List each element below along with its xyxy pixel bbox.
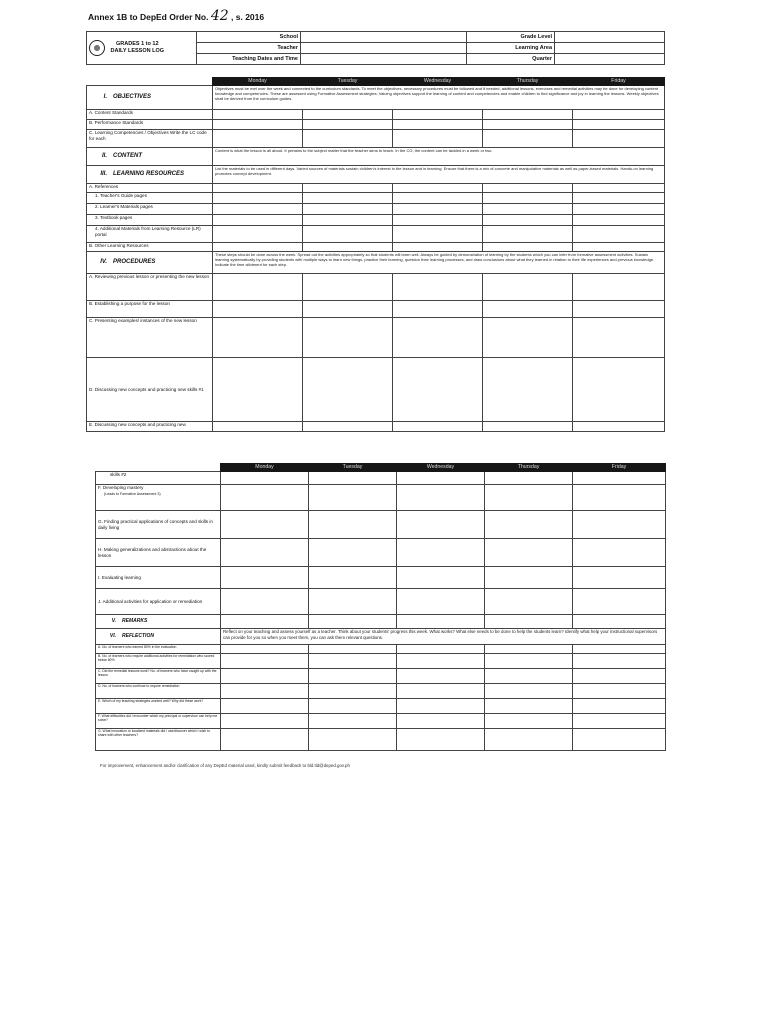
- cell[interactable]: [221, 654, 309, 669]
- row-label: 1. Teacher's Guide pages: [87, 193, 213, 204]
- cell[interactable]: [303, 215, 393, 226]
- cell[interactable]: [573, 204, 665, 215]
- cell[interactable]: [221, 485, 309, 511]
- procedures-heading: IV. PROCEDURES: [87, 252, 213, 274]
- cell[interactable]: [393, 318, 483, 358]
- header-title-line1: GRADES 1 to 12: [116, 41, 159, 48]
- cell[interactable]: [573, 226, 665, 243]
- cell[interactable]: [397, 567, 485, 589]
- row-label: G. What innovation or localized materials did I use/discover which I wish to share with other teachers?: [96, 729, 221, 751]
- cell[interactable]: [309, 472, 397, 485]
- cell[interactable]: [309, 567, 397, 589]
- cell[interactable]: [303, 318, 393, 358]
- cell[interactable]: [393, 120, 483, 130]
- dates-label: Teaching Dates and Time: [197, 54, 301, 65]
- cell[interactable]: [393, 204, 483, 215]
- cell[interactable]: [483, 358, 573, 422]
- cell[interactable]: [397, 485, 485, 511]
- day-monday: Monday: [221, 464, 309, 472]
- cell[interactable]: [303, 130, 393, 148]
- learning-area-label: Learning Area: [467, 43, 555, 54]
- cell[interactable]: [573, 714, 666, 729]
- cell[interactable]: [483, 204, 573, 215]
- cell[interactable]: [397, 589, 485, 615]
- objectives-heading: I. OBJECTIVES: [87, 86, 213, 110]
- cell[interactable]: [393, 184, 483, 193]
- teacher-field[interactable]: [301, 43, 467, 54]
- annex-line: [88, 8, 264, 24]
- cell[interactable]: [309, 669, 397, 684]
- cell[interactable]: [213, 243, 303, 252]
- row-label: D. No. of learners who continue to require remediation: [96, 684, 221, 699]
- cell[interactable]: [213, 422, 303, 432]
- row-label: E. Discussing new concepts and practicing new: [87, 422, 213, 432]
- row-label: B. Other Learning Resources: [87, 243, 213, 252]
- cell[interactable]: [309, 589, 397, 615]
- cell[interactable]: [397, 714, 485, 729]
- cell[interactable]: [573, 274, 665, 301]
- school-label: School: [197, 32, 301, 43]
- lesson-log-table-part1: [86, 77, 665, 432]
- cell[interactable]: [573, 654, 666, 669]
- cell[interactable]: [221, 511, 309, 539]
- cell[interactable]: [485, 485, 573, 511]
- cell[interactable]: [303, 422, 393, 432]
- cell[interactable]: [483, 193, 573, 204]
- cell[interactable]: [309, 729, 397, 751]
- cell[interactable]: [393, 226, 483, 243]
- cell[interactable]: [303, 358, 393, 422]
- day-wednesday: Wednesday: [393, 78, 483, 86]
- day-tuesday: Tuesday: [309, 464, 397, 472]
- cell[interactable]: [483, 110, 573, 120]
- content-heading: II. CONTENT: [87, 148, 213, 166]
- cell[interactable]: [573, 215, 665, 226]
- cell[interactable]: [573, 184, 665, 193]
- cell[interactable]: [303, 243, 393, 252]
- cell[interactable]: [573, 567, 666, 589]
- cell[interactable]: [485, 729, 573, 751]
- row-label: B. Performance Standards: [87, 120, 213, 130]
- cell[interactable]: [573, 422, 665, 432]
- teacher-label: Teacher: [197, 43, 301, 54]
- row-label: B. No. of learners who require additional activities for remediation who scored below 80%: [96, 654, 221, 669]
- row-label: G. Finding practical applications of concepts and skills in daily living: [96, 511, 221, 539]
- cell[interactable]: [483, 215, 573, 226]
- cell[interactable]: [309, 615, 397, 629]
- cell[interactable]: [483, 422, 573, 432]
- cell[interactable]: [393, 358, 483, 422]
- cell[interactable]: [213, 215, 303, 226]
- cell[interactable]: [485, 714, 573, 729]
- deped-seal-icon: [89, 40, 105, 56]
- procedures-note: These steps should be done across the week. Spread out the activities appropriately so that students will learn well. Always be guided by demonstration of learning by the students which you can infer from formative assessment activities. Sustain learning systematically by providing students with multiple ways to learn new things, practice their learning, question their learning processes, and draw conclusions about what they learned in relation to their life experiences and previous knowledge. Indicate the time allotment for each step.: [213, 252, 665, 274]
- row-label: C. Learning Competencies / Objectives Write the LC code for each: [87, 130, 213, 148]
- row-label: 2. Learner's Materials pages: [87, 204, 213, 215]
- header-title-line2: DAILY LESSON LOG: [110, 48, 165, 54]
- cell[interactable]: [309, 699, 397, 714]
- cell[interactable]: [485, 539, 573, 567]
- cell[interactable]: [397, 615, 485, 629]
- row-label: E. Which of my teaching strategies worked well? Why did these work?: [96, 699, 221, 714]
- cell[interactable]: [573, 130, 665, 148]
- header-title-cell: [87, 32, 197, 65]
- cell[interactable]: [573, 645, 666, 654]
- cell[interactable]: [303, 274, 393, 301]
- row-label-mastery: F. Developing mastery (Leads to Formative Assessment 3): [96, 485, 221, 511]
- cell[interactable]: [485, 645, 573, 654]
- cell[interactable]: [573, 699, 666, 714]
- cell[interactable]: [485, 472, 573, 485]
- cell[interactable]: [221, 472, 309, 485]
- resources-note: List the materials to be used in different days. Varied sources of materials sustain children's interest in the lesson and in learning. Ensure that there is a mix of concrete and manipulative materials as well as paper-based materials. Hands-on learning promotes concept development.: [213, 166, 665, 184]
- cell[interactable]: [221, 729, 309, 751]
- cell[interactable]: [393, 301, 483, 318]
- cell[interactable]: [221, 669, 309, 684]
- cell[interactable]: [485, 589, 573, 615]
- cell[interactable]: [213, 184, 303, 193]
- cell[interactable]: [397, 684, 485, 699]
- row-label: C. Did the remedial lessons work? No. of learners who have caught up with the lesson: [96, 669, 221, 684]
- row-label: A. Content Standards: [87, 110, 213, 120]
- cell[interactable]: [573, 539, 666, 567]
- cell[interactable]: [303, 204, 393, 215]
- day-friday: Friday: [573, 464, 666, 472]
- cell[interactable]: [573, 684, 666, 699]
- cell[interactable]: [393, 422, 483, 432]
- row-label: H. Making generalizations and abstractions about the lesson: [96, 539, 221, 567]
- cell[interactable]: [573, 358, 665, 422]
- day-wednesday: Wednesday: [397, 464, 485, 472]
- row-label: I. Evaluating learning: [96, 567, 221, 589]
- cell[interactable]: [573, 193, 665, 204]
- day-thursday: Thursday: [483, 78, 573, 86]
- cell[interactable]: [397, 729, 485, 751]
- cell[interactable]: [393, 130, 483, 148]
- annex-suffix: , s. 2016: [231, 12, 265, 22]
- cell[interactable]: [309, 684, 397, 699]
- cell[interactable]: [483, 184, 573, 193]
- cell[interactable]: [309, 511, 397, 539]
- school-field[interactable]: [301, 32, 467, 43]
- row-label: skills #2: [96, 472, 221, 485]
- cell[interactable]: [213, 110, 303, 120]
- cell[interactable]: [221, 684, 309, 699]
- row-label: B. Establishing a purpose for the lesson: [87, 301, 213, 318]
- cell[interactable]: [397, 699, 485, 714]
- cell[interactable]: [573, 472, 666, 485]
- cell[interactable]: [485, 699, 573, 714]
- cell[interactable]: [397, 472, 485, 485]
- cell[interactable]: [221, 615, 309, 629]
- cell[interactable]: [303, 301, 393, 318]
- row-label: 4. Additional Materials from Learning Resource (LR) portal: [87, 226, 213, 243]
- content-note: Content is what the lesson is all about. It pertains to the subject matter that the teacher aims to teach. In the CG, the content can be tackled in a week or two.: [213, 148, 665, 166]
- cell[interactable]: [213, 301, 303, 318]
- cell[interactable]: [573, 110, 665, 120]
- cell[interactable]: [393, 110, 483, 120]
- cell[interactable]: [221, 567, 309, 589]
- remarks-heading: V. REMARKS: [96, 615, 221, 629]
- cell[interactable]: [221, 714, 309, 729]
- cell[interactable]: [573, 301, 665, 318]
- cell[interactable]: [483, 301, 573, 318]
- row-label: D. Discussing new concepts and practicing new skills #1: [87, 358, 213, 422]
- cell[interactable]: [221, 645, 309, 654]
- quarter-field[interactable]: [555, 54, 665, 65]
- cell[interactable]: [303, 110, 393, 120]
- cell[interactable]: [483, 120, 573, 130]
- cell[interactable]: [485, 669, 573, 684]
- day-tuesday: Tuesday: [303, 78, 393, 86]
- days-header-row: [87, 78, 665, 86]
- cell[interactable]: [213, 358, 303, 422]
- cell[interactable]: [573, 589, 666, 615]
- row-label: F. What difficulties did I encounter which my principal or supervisor can help me solve?: [96, 714, 221, 729]
- cell[interactable]: [485, 654, 573, 669]
- cell[interactable]: [485, 615, 573, 629]
- cell[interactable]: [303, 226, 393, 243]
- cell[interactable]: [309, 539, 397, 567]
- cell[interactable]: [221, 539, 309, 567]
- cell[interactable]: [221, 589, 309, 615]
- learning-area-field[interactable]: [555, 43, 665, 54]
- grade-level-label: Grade Level: [467, 32, 555, 43]
- cell[interactable]: [393, 243, 483, 252]
- resources-heading: III. LEARNING RESOURCES: [87, 166, 213, 184]
- cell[interactable]: [397, 539, 485, 567]
- reflection-heading: VI. REFLECTION: [96, 629, 221, 645]
- cell[interactable]: [309, 645, 397, 654]
- cell[interactable]: [483, 226, 573, 243]
- dates-field[interactable]: [301, 54, 467, 65]
- cell[interactable]: [213, 130, 303, 148]
- cell[interactable]: [573, 729, 666, 751]
- cell[interactable]: [213, 120, 303, 130]
- row-label: A. References: [87, 184, 213, 193]
- cell[interactable]: [573, 669, 666, 684]
- order-number: 42: [210, 8, 229, 24]
- cell[interactable]: [303, 184, 393, 193]
- feedback-footer: For improvement, enhancement and/or clarification of any DepEd material used, kindly submit feedback to bld.tld@deped.gov.ph: [100, 763, 350, 768]
- cell[interactable]: [485, 684, 573, 699]
- day-monday: Monday: [213, 78, 303, 86]
- grade-level-field[interactable]: [555, 32, 665, 43]
- quarter-label: Quarter: [467, 54, 555, 65]
- cell[interactable]: [221, 699, 309, 714]
- cell[interactable]: [573, 120, 665, 130]
- cell[interactable]: [397, 654, 485, 669]
- cell[interactable]: [303, 193, 393, 204]
- row-label: A. Reviewing previous lesson or presenting the new lesson: [87, 274, 213, 301]
- cell[interactable]: [397, 669, 485, 684]
- cell[interactable]: [573, 485, 666, 511]
- cell[interactable]: [483, 243, 573, 252]
- day-friday: Friday: [573, 78, 665, 86]
- cell[interactable]: [213, 193, 303, 204]
- annex-prefix: Annex 1B to DepEd Order No.: [88, 12, 209, 22]
- cell[interactable]: [573, 511, 666, 539]
- cell[interactable]: [393, 215, 483, 226]
- cell[interactable]: [573, 615, 666, 629]
- row-label: C. Presenting examples/ instances of the new lesson: [87, 318, 213, 358]
- row-label: A. No. of learners who earned 80% in the evaluation: [96, 645, 221, 654]
- reflection-note: Reflect on your teaching and assess yourself as a teacher. Think about your students' progress this week. What works? What else needs to be done to help the students learn? Identify what help your instructional supervisors can provide for you so when you meet them, you can ask them relevant questions.: [221, 629, 666, 645]
- cell[interactable]: [213, 204, 303, 215]
- cell[interactable]: [397, 511, 485, 539]
- cell[interactable]: [573, 243, 665, 252]
- cell[interactable]: [393, 274, 483, 301]
- cell[interactable]: [397, 645, 485, 654]
- cell[interactable]: [309, 714, 397, 729]
- lesson-log-table-part2: [95, 463, 666, 751]
- cell[interactable]: [393, 193, 483, 204]
- cell[interactable]: [483, 274, 573, 301]
- cell[interactable]: [303, 120, 393, 130]
- cell[interactable]: [213, 226, 303, 243]
- day-thursday: Thursday: [485, 464, 573, 472]
- cell[interactable]: [309, 485, 397, 511]
- cell[interactable]: [483, 318, 573, 358]
- cell[interactable]: [483, 130, 573, 148]
- cell[interactable]: [485, 567, 573, 589]
- cell[interactable]: [485, 511, 573, 539]
- cell[interactable]: [213, 318, 303, 358]
- row-label: J. Additional activities for application or remediation: [96, 589, 221, 615]
- objectives-note: Objectives must be met over the week and connected to the curriculum standards. To meet the objectives, necessary procedures must be followed and if needed, additional lessons, exercises and remedial activities may be done for developing content knowledge and competencies. These are assessed using Formative Assessment strategies. Valuing objectives support the learning of content and competencies and enable children to find significance and joy in learning the lessons. Weekly objectives shall be derived from the curriculum guides.: [213, 86, 665, 110]
- days-header-row-2: [96, 464, 666, 472]
- cell[interactable]: [573, 318, 665, 358]
- row-label: 3. Textbook pages: [87, 215, 213, 226]
- cell[interactable]: [309, 654, 397, 669]
- cell[interactable]: [213, 274, 303, 301]
- header-table: [86, 31, 665, 65]
